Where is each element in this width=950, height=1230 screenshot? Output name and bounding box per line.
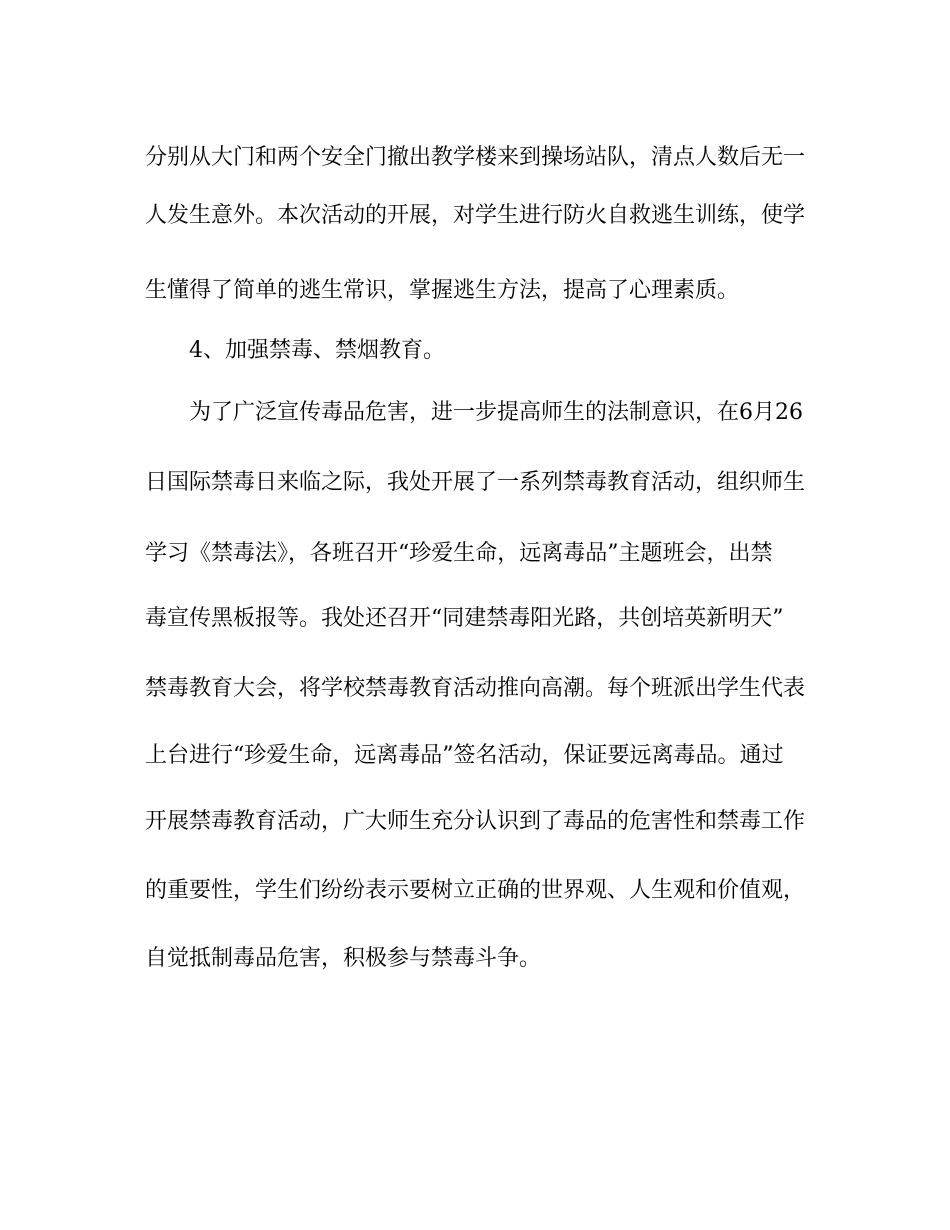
text-line: 毒宣传黑板报等。我处还召开“同建禁毒阳光路，共创培英新明天” — [145, 606, 784, 631]
text-line: 的重要性，学生们纷纷表示要树立正确的世界观、人生观和价值观， — [145, 878, 805, 903]
text-line: 分别从大门和两个安全门撤出教学楼来到操场站队，清点人数后无一 — [145, 145, 805, 170]
text-line: 禁毒教育大会，将学校禁毒教育活动推向高潮。每个班派出学生代表 — [145, 676, 805, 701]
text-line: 生懂得了简单的逃生常识，掌握逃生方法，提高了心理素质。 — [145, 278, 740, 303]
text-line: 人发生意外。本次活动的开展，对学生进行防火自救逃生训练，使学 — [145, 203, 805, 228]
section-heading: 4、加强禁毒、禁烟教育。 — [189, 338, 445, 363]
text-line: 开展禁毒教育活动，广大师生充分认识到了毒品的危害性和禁毒工作 — [145, 809, 805, 834]
text-line: 自觉抵制毒品危害，积极参与禁毒斗争。 — [145, 946, 542, 971]
text-line: 上台进行“珍爱生命，远离毒品”签名活动，保证要远离毒品。通过 — [145, 743, 784, 768]
text-line: 日国际禁毒日来临之际，我处开展了一系列禁毒教育活动，组织师生 — [145, 470, 805, 495]
text-line: 学习《禁毒法》，各班召开“珍爱生命，远离毒品”主题班会，出禁 — [145, 541, 773, 566]
text-line: 为了广泛宣传毒品危害，进一步提高师生的法制意识，在6月26 — [189, 400, 803, 425]
